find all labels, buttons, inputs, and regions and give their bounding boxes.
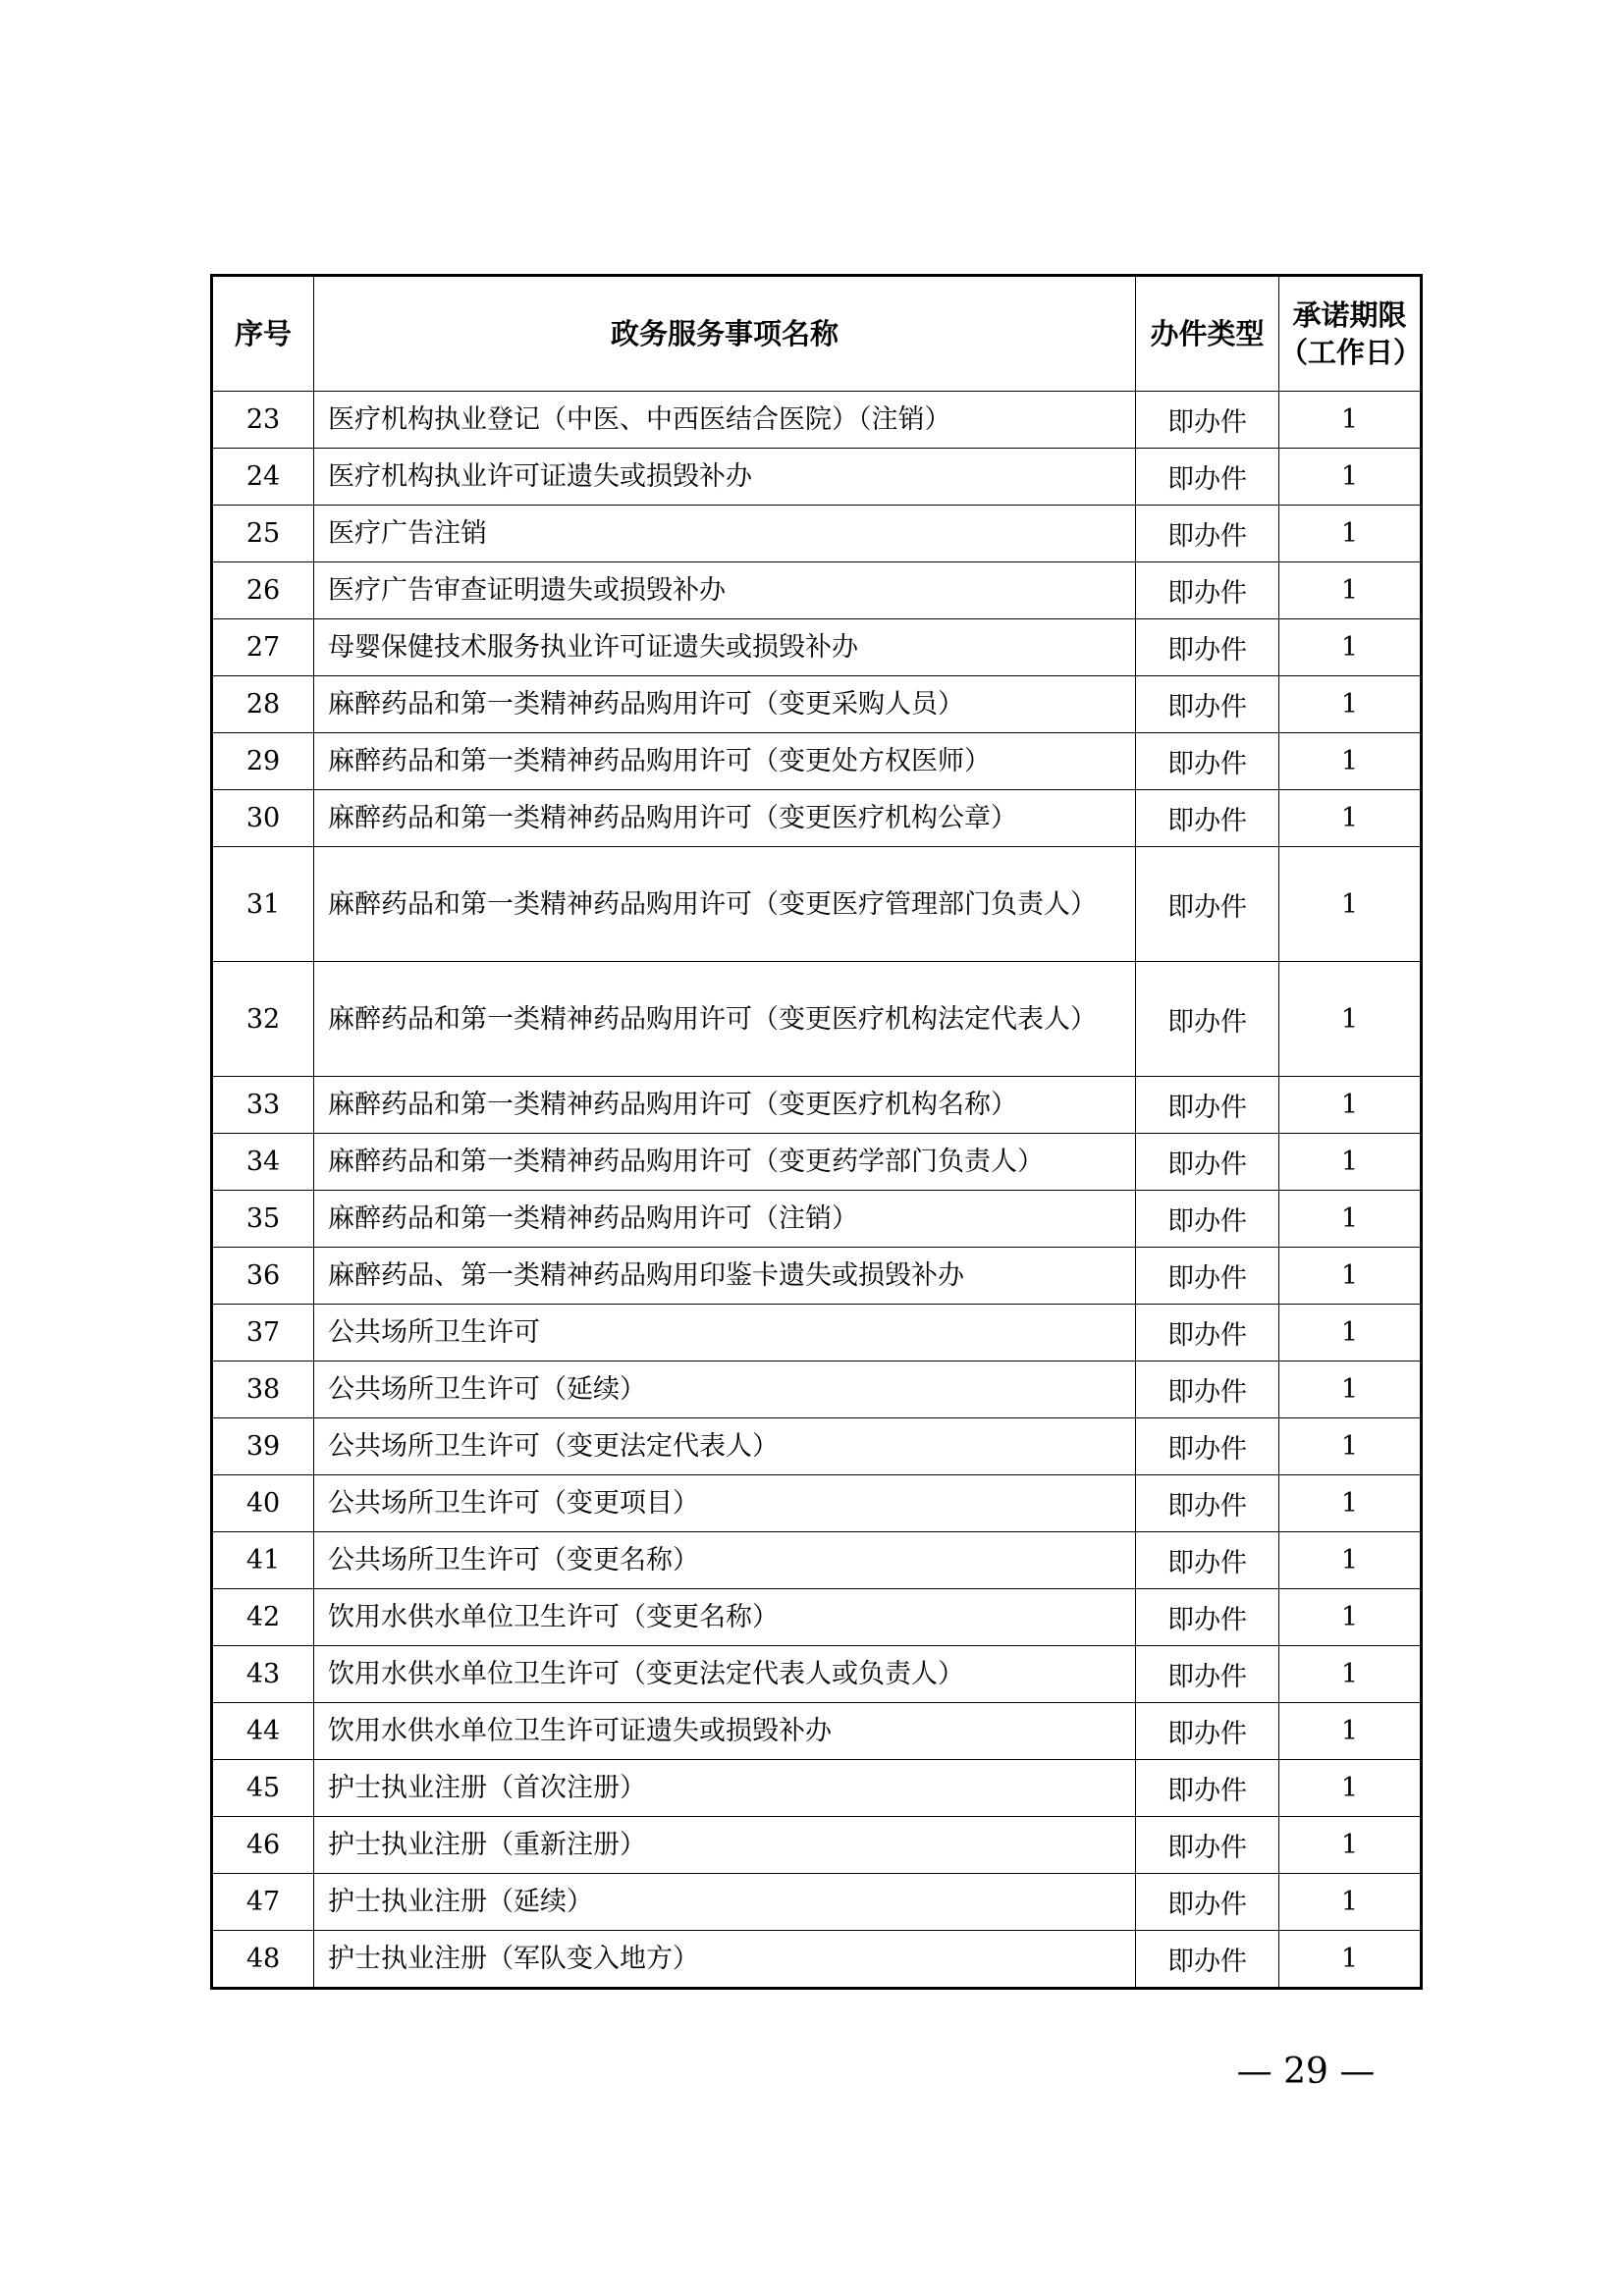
table-row (212, 392, 1422, 449)
row-days: 1 (1279, 506, 1422, 562)
row-days: 1 (1279, 1134, 1422, 1191)
row-type: 即办件 (1136, 1532, 1279, 1589)
row-days: 1 (1279, 1532, 1422, 1589)
table-row (212, 733, 1422, 790)
page-number: — 29 — (1236, 2052, 1376, 2092)
row-seq: 26 (212, 562, 314, 619)
row-type: 即办件 (1136, 1134, 1279, 1191)
table-row (212, 1589, 1422, 1646)
row-days: 1 (1279, 1931, 1422, 1989)
row-name: 饮用水供水单位卫生许可证遗失或损毁补办 (314, 1703, 1136, 1760)
table-row (212, 562, 1422, 619)
row-name: 公共场所卫生许可（变更名称） (314, 1532, 1136, 1589)
table-row (212, 676, 1422, 733)
row-days: 1 (1279, 1646, 1422, 1703)
row-seq: 43 (212, 1646, 314, 1703)
row-type: 即办件 (1136, 392, 1279, 449)
table-row (212, 1817, 1422, 1874)
row-days: 1 (1279, 1703, 1422, 1760)
table-row (212, 1475, 1422, 1532)
table-row (212, 1191, 1422, 1248)
row-seq: 37 (212, 1305, 314, 1362)
row-days: 1 (1279, 962, 1422, 1077)
table-header-row (212, 276, 1422, 392)
row-type: 即办件 (1136, 1817, 1279, 1874)
row-type: 即办件 (1136, 733, 1279, 790)
row-name: 麻醉药品和第一类精神药品购用许可（变更医疗机构公章） (314, 790, 1136, 847)
row-type: 即办件 (1136, 1418, 1279, 1475)
row-days: 1 (1279, 1362, 1422, 1418)
table-row (212, 1418, 1422, 1475)
row-seq: 28 (212, 676, 314, 733)
table-row (212, 790, 1422, 847)
row-seq: 36 (212, 1248, 314, 1305)
row-name: 护士执业注册（延续） (314, 1874, 1136, 1931)
row-days: 1 (1279, 449, 1422, 506)
row-days: 1 (1279, 1589, 1422, 1646)
row-days: 1 (1279, 1248, 1422, 1305)
row-type: 即办件 (1136, 506, 1279, 562)
row-days: 1 (1279, 1475, 1422, 1532)
header-days-line2: （工作日） (1279, 336, 1423, 369)
row-seq: 48 (212, 1931, 314, 1989)
row-name: 护士执业注册（重新注册） (314, 1817, 1136, 1874)
row-seq: 34 (212, 1134, 314, 1191)
row-name: 护士执业注册（军队变入地方） (314, 1931, 1136, 1989)
row-type: 即办件 (1136, 676, 1279, 733)
header-name: 政务服务事项名称 (314, 276, 1136, 392)
table-row (212, 1931, 1422, 1989)
row-name: 麻醉药品和第一类精神药品购用许可（变更医疗管理部门负责人） (314, 847, 1136, 962)
row-seq: 30 (212, 790, 314, 847)
row-type: 即办件 (1136, 847, 1279, 962)
row-name: 医疗机构执业许可证遗失或损毁补办 (314, 449, 1136, 506)
row-name: 麻醉药品和第一类精神药品购用许可（注销） (314, 1191, 1136, 1248)
row-seq: 41 (212, 1532, 314, 1589)
row-name: 公共场所卫生许可（变更法定代表人） (314, 1418, 1136, 1475)
row-days: 1 (1279, 1305, 1422, 1362)
row-name: 公共场所卫生许可 (314, 1305, 1136, 1362)
table-row (212, 1077, 1422, 1134)
row-name: 母婴保健技术服务执业许可证遗失或损毁补办 (314, 619, 1136, 676)
row-seq: 39 (212, 1418, 314, 1475)
row-seq: 40 (212, 1475, 314, 1532)
header-seq: 序号 (212, 276, 314, 392)
row-type: 即办件 (1136, 962, 1279, 1077)
table-row (212, 847, 1422, 962)
row-days: 1 (1279, 1077, 1422, 1134)
row-seq: 42 (212, 1589, 314, 1646)
row-seq: 23 (212, 392, 314, 449)
table-body (212, 392, 1422, 1989)
row-days: 1 (1279, 790, 1422, 847)
row-name: 饮用水供水单位卫生许可（变更法定代表人或负责人） (314, 1646, 1136, 1703)
row-days: 1 (1279, 1418, 1422, 1475)
row-type: 即办件 (1136, 1760, 1279, 1817)
row-days: 1 (1279, 1874, 1422, 1931)
table-row (212, 1248, 1422, 1305)
row-name: 麻醉药品、第一类精神药品购用印鉴卡遗失或损毁补办 (314, 1248, 1136, 1305)
table-row (212, 1305, 1422, 1362)
row-days: 1 (1279, 676, 1422, 733)
row-seq: 29 (212, 733, 314, 790)
row-seq: 44 (212, 1703, 314, 1760)
row-days: 1 (1279, 619, 1422, 676)
row-name: 医疗广告注销 (314, 506, 1136, 562)
row-type: 即办件 (1136, 1248, 1279, 1305)
table-row (212, 1874, 1422, 1931)
row-type: 即办件 (1136, 449, 1279, 506)
row-days: 1 (1279, 1760, 1422, 1817)
row-seq: 47 (212, 1874, 314, 1931)
row-name: 公共场所卫生许可（延续） (314, 1362, 1136, 1418)
row-type: 即办件 (1136, 1077, 1279, 1134)
row-name: 护士执业注册（首次注册） (314, 1760, 1136, 1817)
row-seq: 31 (212, 847, 314, 962)
row-name: 麻醉药品和第一类精神药品购用许可（变更药学部门负责人） (314, 1134, 1136, 1191)
row-type: 即办件 (1136, 1703, 1279, 1760)
row-type: 即办件 (1136, 1646, 1279, 1703)
row-type: 即办件 (1136, 1475, 1279, 1532)
table-row (212, 619, 1422, 676)
service-items-table-wrapper (210, 274, 1423, 1990)
row-days: 1 (1279, 1817, 1422, 1874)
row-name: 麻醉药品和第一类精神药品购用许可（变更处方权医师） (314, 733, 1136, 790)
service-items-table (210, 274, 1423, 1990)
row-days: 1 (1279, 847, 1422, 962)
header-days (1279, 276, 1422, 392)
header-type: 办件类型 (1136, 276, 1279, 392)
row-name: 麻醉药品和第一类精神药品购用许可（变更医疗机构法定代表人） (314, 962, 1136, 1077)
row-seq: 24 (212, 449, 314, 506)
table-row (212, 506, 1422, 562)
row-type: 即办件 (1136, 790, 1279, 847)
row-name: 医疗机构执业登记（中医、中西医结合医院）（注销） (314, 392, 1136, 449)
table-row (212, 1532, 1422, 1589)
row-seq: 35 (212, 1191, 314, 1248)
table-row (212, 1362, 1422, 1418)
row-type: 即办件 (1136, 619, 1279, 676)
row-name: 公共场所卫生许可（变更项目） (314, 1475, 1136, 1532)
row-seq: 38 (212, 1362, 314, 1418)
table-row (212, 1646, 1422, 1703)
table-row (212, 449, 1422, 506)
row-type: 即办件 (1136, 1874, 1279, 1931)
row-seq: 32 (212, 962, 314, 1077)
row-type: 即办件 (1136, 1191, 1279, 1248)
row-seq: 33 (212, 1077, 314, 1134)
row-seq: 46 (212, 1817, 314, 1874)
row-name: 麻醉药品和第一类精神药品购用许可（变更医疗机构名称） (314, 1077, 1136, 1134)
table-row (212, 1703, 1422, 1760)
header-days-line1: 承诺期限 (1292, 298, 1407, 332)
table-row (212, 1760, 1422, 1817)
row-name: 饮用水供水单位卫生许可（变更名称） (314, 1589, 1136, 1646)
row-seq: 27 (212, 619, 314, 676)
row-seq: 25 (212, 506, 314, 562)
row-type: 即办件 (1136, 1931, 1279, 1989)
row-seq: 45 (212, 1760, 314, 1817)
row-days: 1 (1279, 562, 1422, 619)
row-type: 即办件 (1136, 562, 1279, 619)
row-days: 1 (1279, 392, 1422, 449)
row-name: 医疗广告审查证明遗失或损毁补办 (314, 562, 1136, 619)
row-type: 即办件 (1136, 1305, 1279, 1362)
row-days: 1 (1279, 1191, 1422, 1248)
row-type: 即办件 (1136, 1589, 1279, 1646)
row-days: 1 (1279, 733, 1422, 790)
row-type: 即办件 (1136, 1362, 1279, 1418)
table-row (212, 1134, 1422, 1191)
row-name: 麻醉药品和第一类精神药品购用许可（变更采购人员） (314, 676, 1136, 733)
table-row (212, 962, 1422, 1077)
